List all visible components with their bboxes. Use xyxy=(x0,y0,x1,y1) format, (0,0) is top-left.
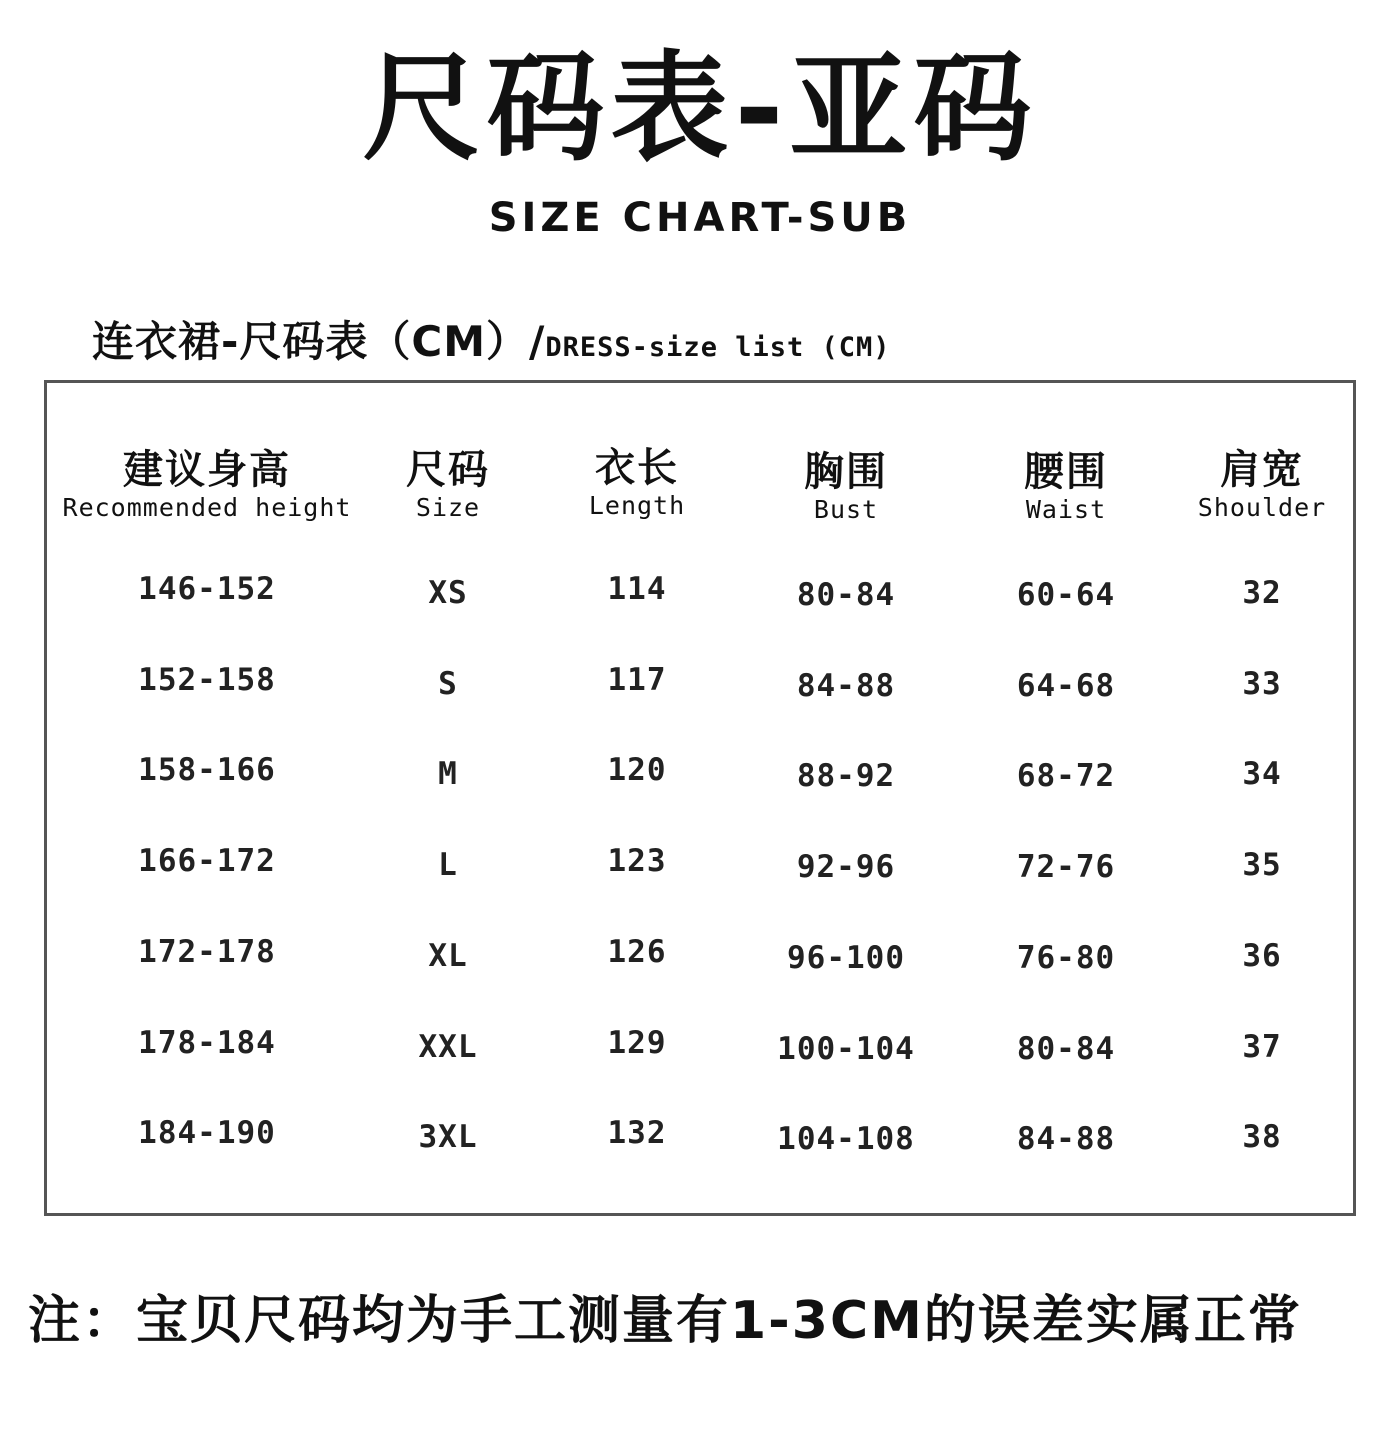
section-title-cn: 连衣裙-尺码表（CM）/ xyxy=(92,317,546,366)
size-table xyxy=(44,380,1356,1216)
section-title-en: DRESS-size list (CM) xyxy=(545,332,891,363)
cell-shoulder: 34 xyxy=(1242,756,1282,792)
header-bust xyxy=(771,449,921,525)
cell-recommended-height: 152-158 xyxy=(138,662,276,698)
header-length xyxy=(562,445,712,521)
cell-size: XL xyxy=(428,938,468,974)
header-label-en: Shoulder xyxy=(1197,493,1327,522)
header-label-en: Waist xyxy=(1025,495,1107,524)
header-label-en: Recommended height xyxy=(62,493,352,522)
cell-bust: 92-96 xyxy=(796,849,896,885)
cell-length: 120 xyxy=(607,752,667,788)
header-size xyxy=(373,447,523,523)
cell-length: 114 xyxy=(607,571,667,607)
header-recommended-height xyxy=(57,447,357,523)
header-label-cn: 尺码 xyxy=(406,447,490,493)
cell-bust: 96-100 xyxy=(787,940,905,976)
cell-waist: 80-84 xyxy=(1016,1031,1116,1067)
table-row xyxy=(47,654,1353,714)
cell-length: 123 xyxy=(607,843,667,879)
cell-size: M xyxy=(438,756,458,792)
cell-recommended-height: 184-190 xyxy=(138,1115,276,1151)
header-label-cn: 肩宽 xyxy=(1220,447,1304,493)
cell-size: L xyxy=(438,847,458,883)
cell-shoulder: 35 xyxy=(1242,847,1282,883)
header-shoulder xyxy=(1178,447,1346,523)
cell-shoulder: 37 xyxy=(1242,1029,1282,1065)
cell-recommended-height: 146-152 xyxy=(138,571,276,607)
header-label-en: Bust xyxy=(813,495,879,524)
cell-recommended-height: 158-166 xyxy=(138,752,276,788)
cell-waist: 64-68 xyxy=(1016,668,1116,704)
cell-waist: 60-64 xyxy=(1016,577,1116,613)
cell-waist: 76-80 xyxy=(1016,940,1116,976)
cell-size: XXL xyxy=(418,1029,478,1065)
table-row xyxy=(47,563,1353,623)
cell-waist: 68-72 xyxy=(1016,758,1116,794)
cell-recommended-height: 166-172 xyxy=(138,843,276,879)
cell-waist: 84-88 xyxy=(1016,1121,1116,1157)
cell-bust: 80-84 xyxy=(796,577,896,613)
page-subtitle: SIZE CHART-SUB xyxy=(488,195,912,241)
cell-bust: 84-88 xyxy=(796,668,896,704)
cell-shoulder: 38 xyxy=(1242,1119,1282,1155)
cell-recommended-height: 178-184 xyxy=(138,1025,276,1061)
table-row xyxy=(47,835,1353,895)
header-waist xyxy=(991,449,1141,525)
cell-shoulder: 33 xyxy=(1242,666,1282,702)
cell-recommended-height: 172-178 xyxy=(138,934,276,970)
table-row xyxy=(47,926,1353,986)
cell-bust: 88-92 xyxy=(796,758,896,794)
table-row xyxy=(47,744,1353,804)
table-row xyxy=(47,1107,1353,1167)
cell-size: XS xyxy=(428,575,468,611)
header-label-cn: 建议身高 xyxy=(123,447,291,493)
table-row xyxy=(47,1017,1353,1077)
header-label-cn: 腰围 xyxy=(1024,449,1108,495)
cell-length: 126 xyxy=(607,934,667,970)
table-header xyxy=(47,445,1353,525)
section-title xyxy=(92,312,891,372)
header-label-en: Length xyxy=(588,491,686,520)
cell-size: 3XL xyxy=(418,1119,478,1155)
header-label-en: Size xyxy=(415,493,481,522)
cell-bust: 104-108 xyxy=(777,1121,915,1157)
cell-length: 129 xyxy=(607,1025,667,1061)
cell-length: 117 xyxy=(607,662,667,698)
cell-shoulder: 36 xyxy=(1242,938,1282,974)
cell-waist: 72-76 xyxy=(1016,849,1116,885)
header-label-cn: 衣长 xyxy=(595,445,679,491)
footnote: 注：宝贝尺码均为手工测量有1-3CM的误差实属正常 xyxy=(28,1291,1302,1351)
header-label-cn: 胸围 xyxy=(804,449,888,495)
cell-length: 132 xyxy=(607,1115,667,1151)
cell-shoulder: 32 xyxy=(1242,575,1282,611)
cell-bust: 100-104 xyxy=(777,1031,915,1067)
page-title: 尺码表-亚码 xyxy=(362,39,1038,177)
cell-size: S xyxy=(438,666,458,702)
